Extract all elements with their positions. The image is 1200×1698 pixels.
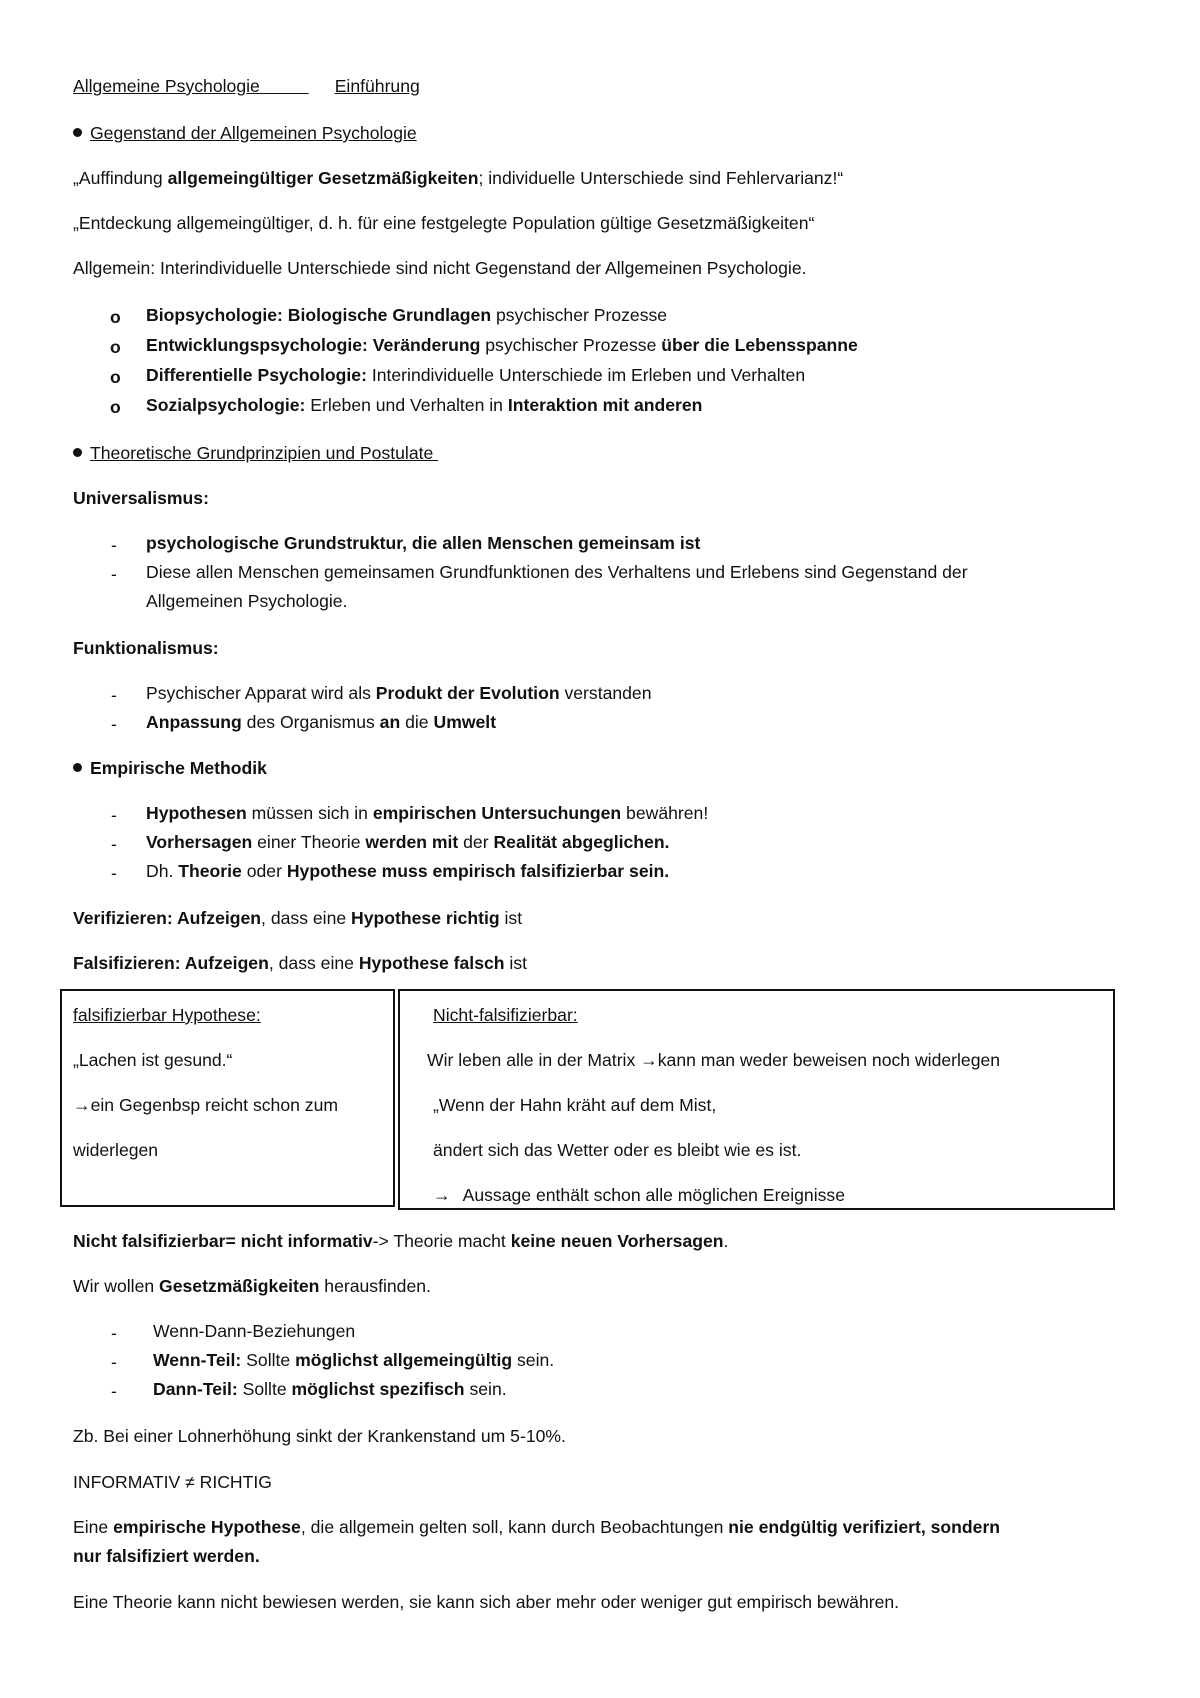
list-item-biopsychologie: Biopsychologie: Biologische Grundlagen psychischer Prozesse (146, 305, 668, 325)
box-nicht-falsifizierbar-quote-cont: ändert sich das Wetter oder es bleibt wie es ist. (433, 1140, 802, 1160)
statement-gesetzmaessigkeiten: Wir wollen Gesetzmäßigkeiten herausfinden. (73, 1276, 431, 1296)
box-falsifizierbar (60, 989, 395, 1207)
arrow-right-icon: → (640, 1050, 658, 1070)
statement-theorie-bewaehren: Eine Theorie kann nicht bewiesen werden, sie kann sich aber mehr oder weniger gut empirisch bewähren. (73, 1592, 900, 1612)
box-falsifizierbar-example: „Lachen ist gesund.“ (73, 1050, 233, 1070)
list-item-vorhersagen: Vorhersagen einer Theorie werden mit der Realität abgeglichen. (146, 832, 670, 852)
dash-marker: - (111, 1352, 117, 1372)
statement-informativ-richtig: INFORMATIV ≠ RICHTIG (73, 1472, 272, 1492)
list-item-hypothesen: Hypothesen müssen sich in empirischen Untersuchungen bewähren! (146, 803, 709, 823)
list-item-dann-teil: Dann-Teil: Sollte möglichst spezifisch sein. (153, 1379, 507, 1399)
quote-entdeckung: „Entdeckung allgemeingültiger, d. h. für eine festgelegte Population gültige Gesetzmäßigkeiten“ (73, 213, 815, 233)
dash-marker: - (111, 1323, 117, 1343)
definition-verifizieren: Verifizieren: Aufzeigen, dass eine Hypothese richtig ist (73, 908, 523, 928)
list-item-falsifizierbar: Dh. Theorie oder Hypothese muss empirisch falsifizierbar sein. (146, 861, 670, 881)
list-item-wenn-teil: Wenn-Teil: Sollte möglichst allgemeingültig sein. (153, 1350, 555, 1370)
definition-allgemein: Allgemein: Interindividuelle Unterschiede sind nicht Gegenstand der Allgemeinen Psychologie. (73, 258, 807, 278)
quote-auffindung: „Auffindung allgemeingültiger Gesetzmäßigkeiten; individuelle Unterschiede sind Fehlervarianz!“ (73, 168, 844, 188)
page-header (73, 78, 420, 96)
label-funktionalismus: Funktionalismus: (73, 638, 219, 658)
statement-nicht-informativ: Nicht falsifizierbar= nicht informativ-> Theorie macht keine neuen Vorhersagen. (73, 1231, 729, 1251)
box-nicht-falsifizierbar (398, 989, 1115, 1210)
example-lohnerhoehung: Zb. Bei einer Lohnerhöhung sinkt der Krankenstand um 5-10%. (73, 1426, 566, 1446)
list-item-wenn-dann: Wenn-Dann-Beziehungen (153, 1321, 356, 1341)
box-nicht-falsifizierbar-quote: „Wenn der Hahn kräht auf dem Mist, (433, 1095, 717, 1115)
list-marker: o (110, 397, 121, 417)
bullet-dot-icon (73, 763, 82, 772)
list-item-differentielle: Differentielle Psychologie: Interindividuelle Unterschiede im Erleben und Verhalten (146, 365, 806, 385)
dash-marker: - (111, 805, 117, 825)
dash-marker: - (111, 714, 117, 734)
list-item-evolution: Psychischer Apparat wird als Produkt der Evolution verstanden (146, 683, 652, 703)
list-item-grundstruktur: psychologische Grundstruktur, die allen Menschen gemeinsam ist (146, 533, 701, 553)
bullet-dot-icon (73, 448, 82, 457)
statement-empirische-hypothese-cont: nur falsifiziert werden. (73, 1546, 260, 1566)
box-falsifizierbar-title: falsifizierbar Hypothese: (73, 1005, 261, 1025)
header-title: Allgemeine Psychologie (73, 76, 260, 96)
list-marker: o (110, 307, 121, 327)
header-subtitle: Einführung (334, 76, 420, 96)
label-universalismus: Universalismus: (73, 488, 209, 508)
statement-empirische-hypothese: Eine empirische Hypothese, die allgemein gelten soll, kann durch Beobachtungen nie endgültig verifiziert, sondern (73, 1517, 1001, 1537)
list-marker: o (110, 337, 121, 357)
section-heading-gegenstand: Gegenstand der Allgemeinen Psychologie (73, 125, 417, 143)
definition-falsifizieren: Falsifizieren: Aufzeigen, dass eine Hypothese falsch ist (73, 953, 527, 973)
box-nicht-falsifizierbar-matrix: Wir leben alle in der Matrix →kann man weder beweisen noch widerlegen (427, 1050, 1001, 1070)
list-item-entwicklungspsychologie: Entwicklungspsychologie: Veränderung psychischer Prozesse über die Lebensspanne (146, 335, 858, 355)
list-item-grundfunktionen: Diese allen Menschen gemeinsamen Grundfunktionen des Verhaltens und Erlebens sind Gegenstand der (146, 562, 968, 582)
dash-marker: - (111, 564, 117, 584)
section-heading-grundprinzipien: Theoretische Grundprinzipien und Postulate (73, 445, 438, 463)
list-item-grundfunktionen-cont: Allgemeinen Psychologie. (146, 591, 348, 611)
dash-marker: - (111, 1381, 117, 1401)
arrow-right-icon: → (73, 1095, 91, 1115)
bullet-dot-icon (73, 128, 82, 137)
list-marker: o (110, 367, 121, 387)
box-nicht-falsifizierbar-title: Nicht-falsifizierbar: (433, 1005, 578, 1025)
section-heading-methodik: Empirische Methodik (73, 760, 267, 778)
list-item-anpassung: Anpassung des Organismus an die Umwelt (146, 712, 497, 732)
dash-marker: - (111, 863, 117, 883)
dash-marker: - (111, 685, 117, 705)
dash-marker: - (111, 535, 117, 555)
box-nicht-falsifizierbar-conclusion: → Aussage enthält schon alle möglichen Ereignisse (433, 1185, 846, 1205)
arrow-right-icon: → (433, 1185, 451, 1205)
list-item-sozialpsychologie: Sozialpsychologie: Erleben und Verhalten in Interaktion mit anderen (146, 395, 703, 415)
box-falsifizierbar-line: →ein Gegenbsp reicht schon zum (73, 1095, 339, 1115)
box-falsifizierbar-line-cont: widerlegen (73, 1140, 159, 1160)
dash-marker: - (111, 834, 117, 854)
